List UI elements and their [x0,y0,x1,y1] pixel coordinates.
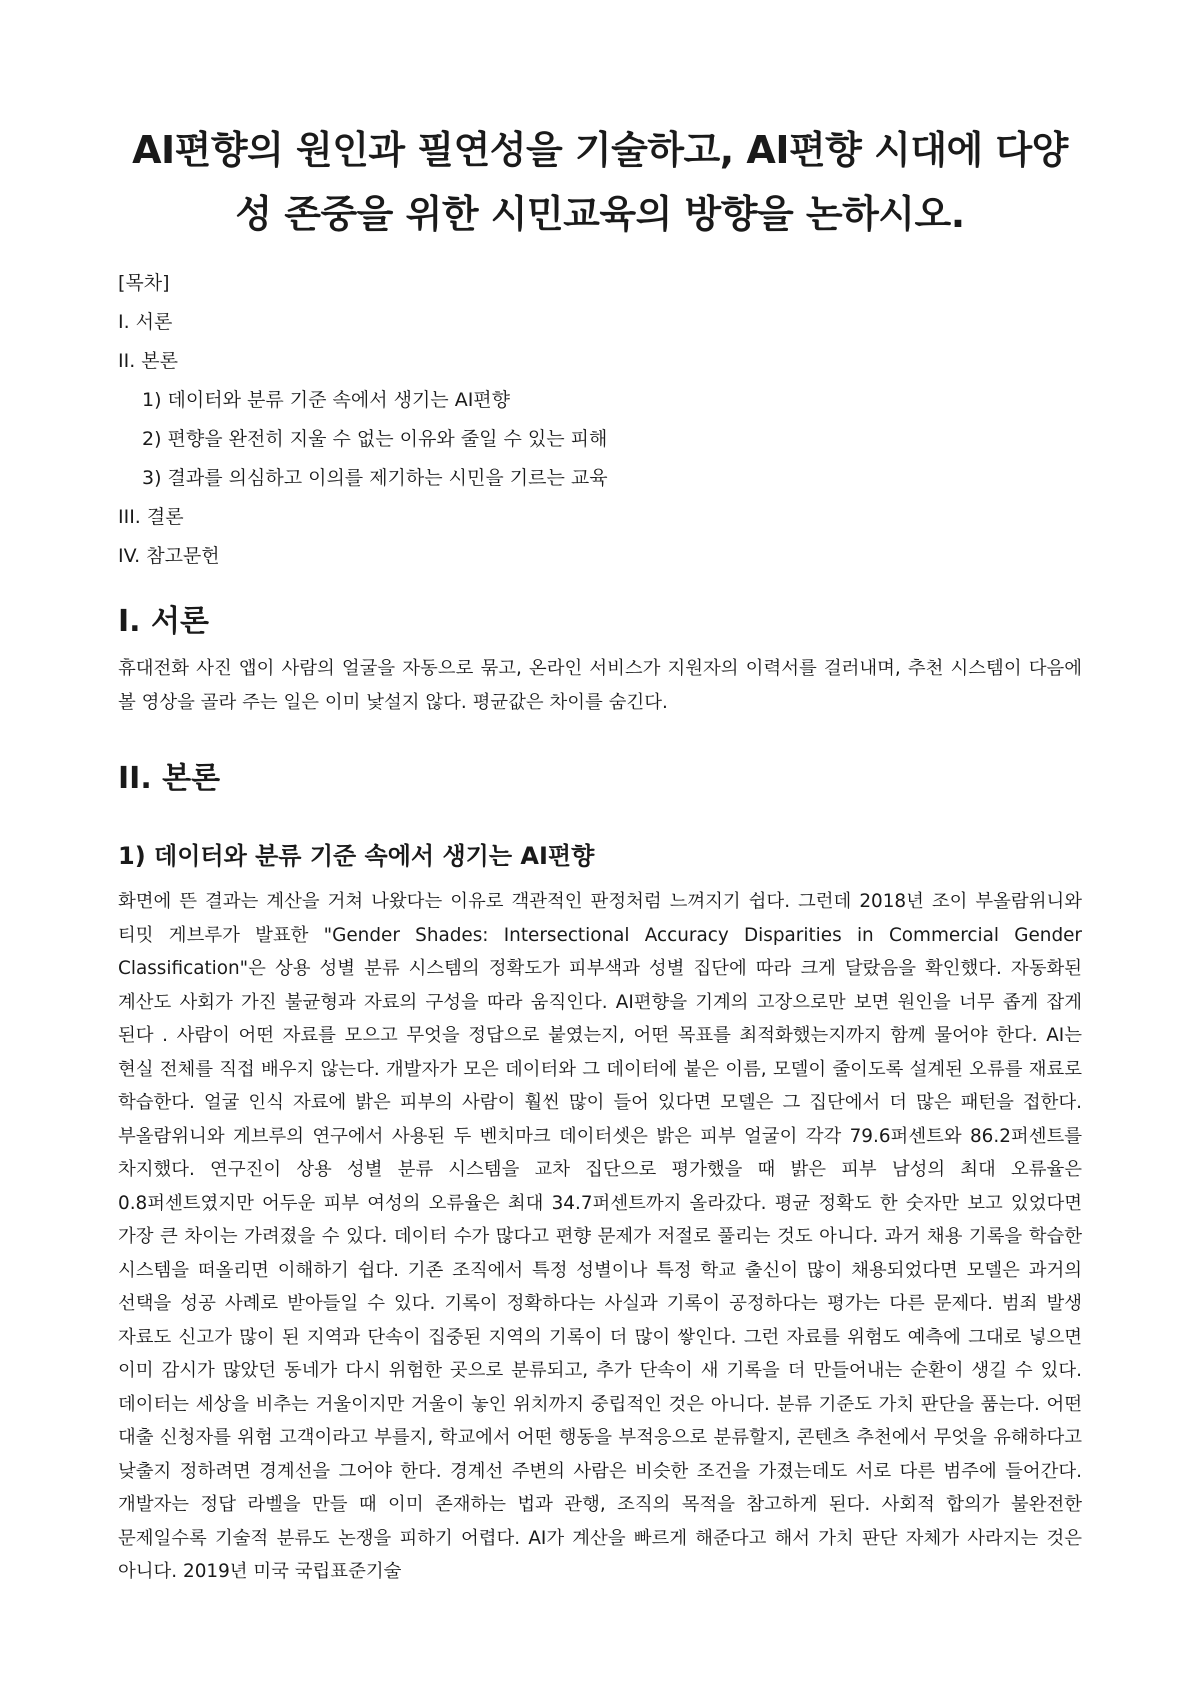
toc-item-body-sub3: 3) 결과를 의심하고 이의를 제기하는 시민을 기르는 교육 [142,467,608,489]
intro-paragraph: 휴대전화 사진 앱이 사람의 얼굴을 자동으로 묶고, 온라인 서비스가 지원자의 이력서를 걸러내며, 추천 시스템이 다음에 볼 영상을 골라 주는 일은 이미 낯설지 않다. 평균값은 차이를 숨긴다. [118,658,1082,713]
table-of-contents [118,264,1082,576]
toc-item-body-sub2: 2) 편향을 완전히 지울 수 없는 이유와 줄일 수 있는 피해 [142,428,608,450]
toc-item-body: II. 본론 [118,350,178,372]
toc-item-references: IV. 참고문헌 [118,545,220,567]
document-title: AI편향의 원인과 필연성을 기술하고, AI편향 시대에 다양성 존중을 위한 시민교육의 방향을 논하시오. [132,128,1068,236]
subsection-heading-1: 1) 데이터와 분류 기준 속에서 생기는 AI편향 [118,842,595,870]
toc-item-intro: I. 서론 [118,311,173,333]
subsection-1-paragraph: 화면에 뜬 결과는 계산을 거쳐 나왔다는 이유로 객관적인 판정처럼 느껴지기 쉽다. 그런데 2018년 조이 부올람위니와 티밋 게브루가 발표한 "Gender Shades: Intersectional Accuracy Disparities in Commercial Gender Classification"은 상용 성별 분류 시스템의 정확도가 피부색과 성별 집단에 따라 크게 달랐음을 확인했다. 자동화된 계산도 사회가 가진 불균형과 자료의 구성을 따라 움직인다. AI편향을 기계의 고장으로만 보면 원인을 너무 좁게 잡게 된다 . 사람이 어떤 자료를 모으고 무엇을 정답으로 붙였는지, 어떤 목표를 최적화했는지까지 함께 물어야 한다. AI는 현실 전체를 직접 배우지 않는다. 개발자가 모은 데이터와 그 데이터에 붙은 이름, 모델이 줄이도록 설계된 오류를 재료로 학습한다. 얼굴 인식 자료에 밝은 피부의 사람이 훨씬 많이 들어 있다면 모델은 그 집단에서 더 많은 패턴을 접한다. 부올람위니와 게브루의 연구에서 사용된 두 벤치마크 데이터셋은 밝은 피부 얼굴이 각각 79.6퍼센트와 86.2퍼센트를 차지했다. 연구진이 상용 성별 분류 시스템을 교차 집단으로 평가했을 때 밝은 피부 남성의 최대 오류율은 0.8퍼센트였지만 어두운 피부 여성의 오류율은 최대 34.7퍼센트까지 올라갔다. 평균 정확도 한 숫자만 보고 있었다면 가장 큰 차이는 가려졌을 수 있다. 데이터 수가 많다고 편향 문제가 저절로 풀리는 것도 아니다. 과거 채용 기록을 학습한 시스템을 떠올리면 이해하기 쉽다. 기존 조직에서 특정 성별이나 특정 학교 출신이 많이 채용되었다면 모델은 과거의 선택을 성공 사례로 받아들일 수 있다. 기록이 정확하다는 사실과 기록이 공정하다는 평가는 다른 문제다. 범죄 발생 자료도 신고가 많이 된 지역과 단속이 집중된 지역의 기록이 더 많이 쌓인다. 그런 자료를 위험도 예측에 그대로 넣으면 이미 감시가 많았던 동네가 다시 위험한 곳으로 분류되고, 추가 단속이 새 기록을 더 만들어내는 순환이 생길 수 있다. 데이터는 세상을 비추는 거울이지만 거울이 놓인 위치까지 중립적인 것은 아니다. 분류 기준도 가치 판단을 품는다. 어떤 대출 신청자를 위험 고객이라고 부를지, 학교에서 어떤 행동을 부적응으로 분류할지, 콘텐츠 추천에서 무엇을 유해하다고 낮출지 정하려면 경계선을 그어야 한다. 경계선 주변의 사람은 비슷한 조건을 가졌는데도 서로 다른 범주에 들어간다. 개발자는 정답 라벨을 만들 때 이미 존재하는 법과 관행, 조직의 목적을 참고하게 된다. 사회적 합의가 불완전한 문제일수록 기술적 분류도 논쟁을 피하기 어렵다. AI가 계산을 빠르게 해준다고 해서 가치 판단 자체가 사라지는 것은 아니다. 2019년 미국 국립표준기술 [118,891,1082,1582]
toc-item-conclusion: III. 결론 [118,506,184,528]
section-heading-body: II. 본론 [118,761,221,796]
section-heading-intro: I. 서론 [118,604,209,639]
toc-item-body-sub1: 1) 데이터와 분류 기준 속에서 생기는 AI편향 [142,389,511,411]
toc-label: [목차] [118,272,170,294]
